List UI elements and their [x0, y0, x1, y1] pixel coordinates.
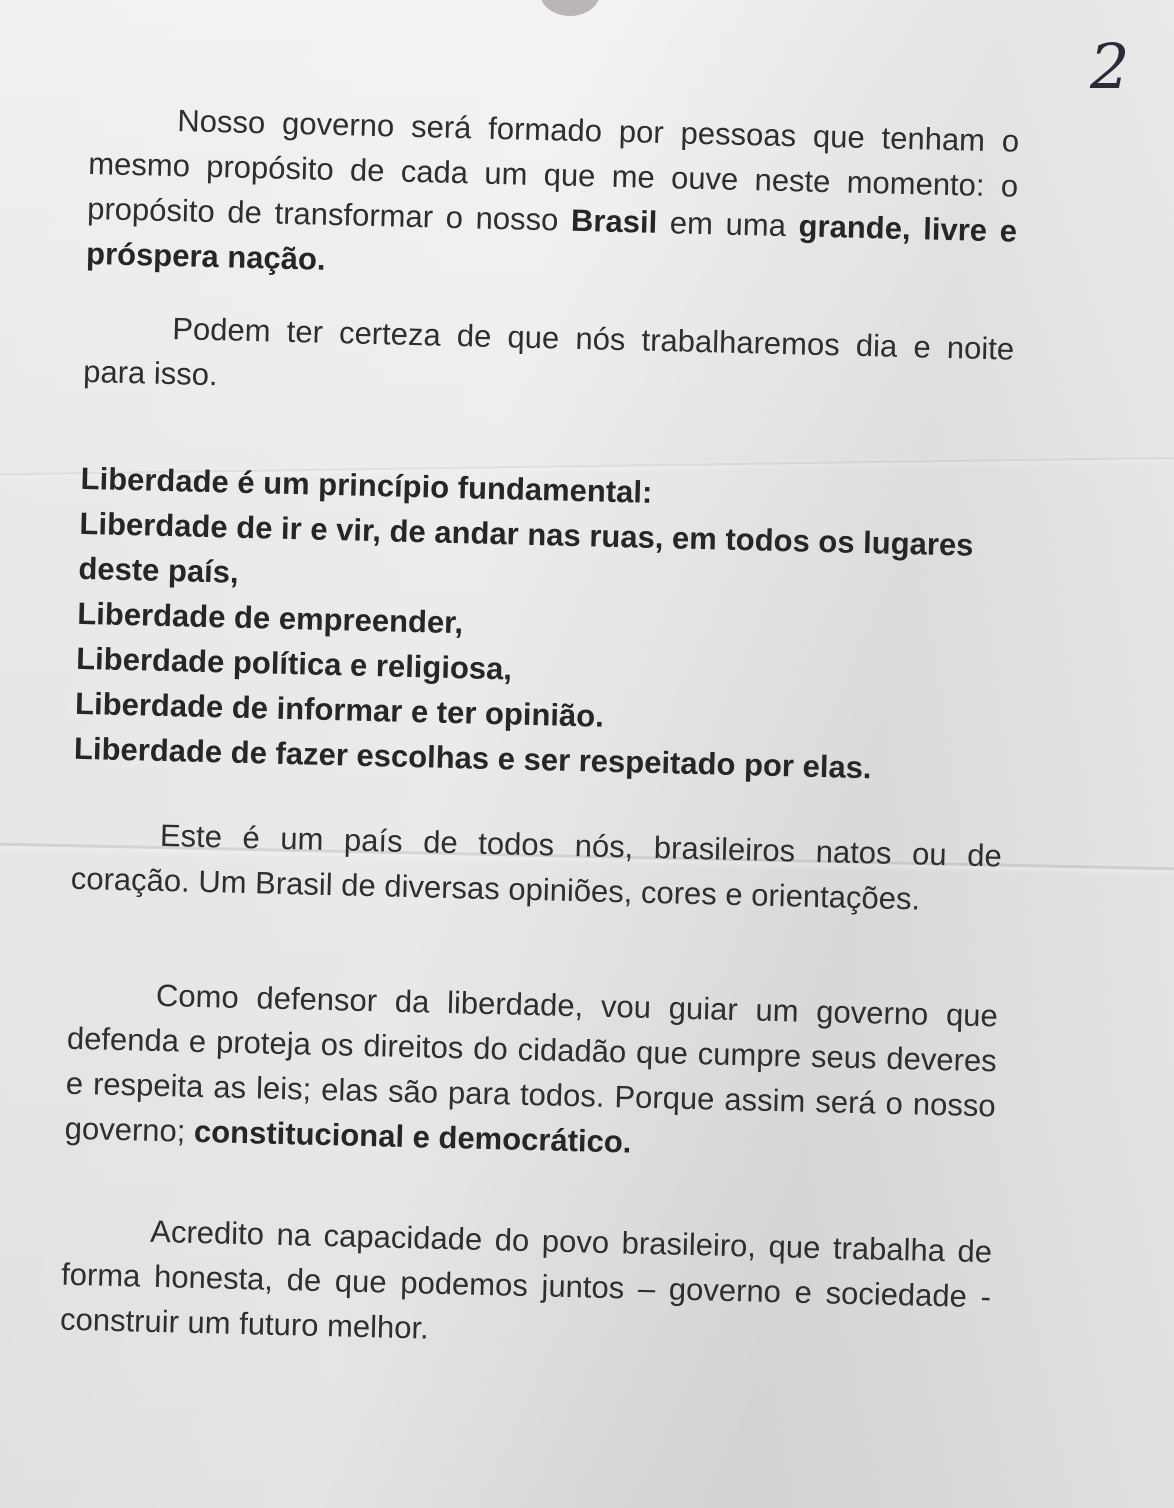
- liberdade-item: Liberdade de ir e vir, de andar nas ruas, em todos os lugares deste país,: [78, 505, 974, 590]
- liberdade-item: Liberdade de empreender,: [76, 595, 464, 641]
- liberdade-item: Liberdade política e religiosa,: [75, 640, 513, 687]
- bold-text: Brasil: [570, 202, 658, 240]
- liberdade-heading: Liberdade é um princípio fundamental:: [80, 460, 653, 510]
- paragraph-defender: [64, 971, 998, 1174]
- paragraph-text: Como defensor da liberdade, vou guiar um governo que defenda e proteja os direitos do cidadão que cumpre seus deveres e respeita as leis; elas são para todos. Porque assim será o nosso governo;: [64, 977, 999, 1149]
- bold-text: constitucional e democrático.: [193, 1113, 632, 1160]
- paragraph-government: [86, 96, 1020, 299]
- liberdade-section: [74, 456, 1011, 794]
- bold-text: grande, livre e próspera nação.: [85, 208, 1018, 277]
- paper-hole: [540, 0, 600, 16]
- paragraph-text: em uma: [656, 204, 800, 244]
- handwritten-page-number: 2: [1090, 30, 1130, 103]
- paragraph-belief: Acredito na capacidade do povo brasileiro, que trabalha de forma honesta, de que podemos juntos – governo e sociedade - construir um futuro melhor.: [59, 1213, 993, 1346]
- paragraph-text: Nosso governo será formado por pessoas que tenham o mesmo propósito de cada um que me ouve neste momento: o propósito de transformar o nosso: [86, 103, 1020, 238]
- liberdade-list: [74, 501, 1010, 794]
- liberdade-item: Liberdade de informar e ter opinião.: [74, 685, 605, 734]
- paragraph-commitment: Podem ter certeza de que nós trabalharemos dia e noite para isso.: [82, 311, 1015, 393]
- document-body: [60, 96, 1020, 1364]
- liberdade-item: Liberdade de fazer escolhas e ser respeitado por elas.: [73, 730, 872, 786]
- paragraph-country: Este é um país de todos nós, brasileiros natos ou de coração. Um Brasil de diversas opiniões, cores e orientações.: [70, 817, 1003, 917]
